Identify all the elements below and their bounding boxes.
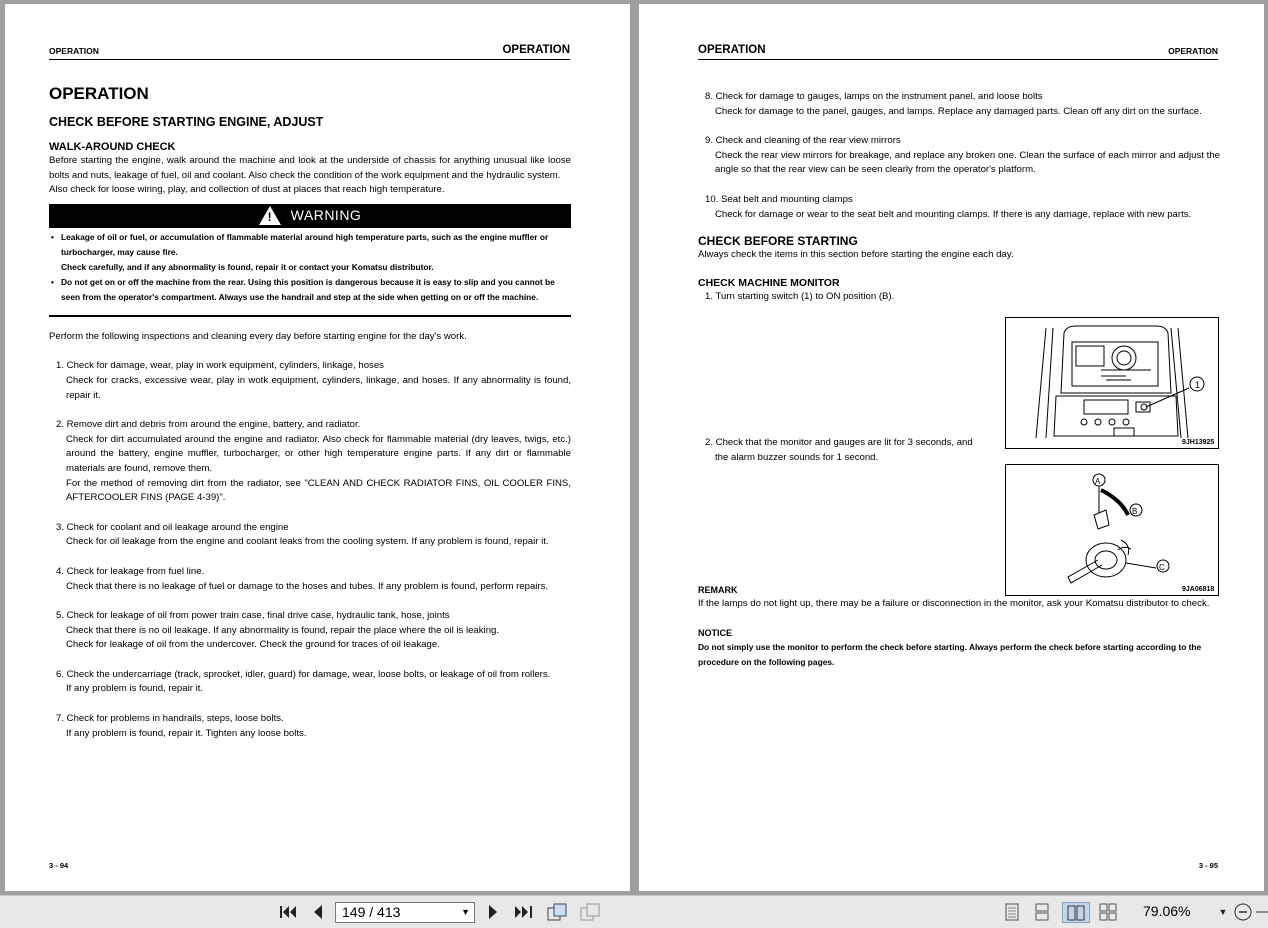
list-item-title: 2. Remove dirt and debris from around the engine, battery, and radiator.	[56, 419, 361, 431]
list-item-title: 5. Check for leakage of oil from power train case, final drive case, hydraulic tank, hose, joints	[56, 610, 450, 622]
next-page-icon	[487, 904, 499, 920]
continuous-view-button[interactable]	[1032, 903, 1052, 921]
page-rotate-icon	[546, 903, 568, 921]
list-item	[49, 418, 571, 506]
first-page-icon	[279, 904, 297, 920]
remark-title: REMARK	[698, 584, 738, 595]
list-item	[698, 90, 1220, 119]
warning-banner	[49, 204, 571, 228]
chevron-down-icon: ▼	[1218, 907, 1228, 917]
pdf-page-left	[5, 4, 630, 891]
warning-bullet-continuation: Check carefully, and if any abnormality is found, repair it or contact your Komatsu distributor.	[61, 261, 434, 272]
list-item	[49, 609, 571, 653]
slider-track-icon	[1256, 909, 1268, 915]
warning-bullet: • Leakage of oil or fuel, or accumulation of flammable material around high temperature parts, such as the engine muffler or turbocharger, may cause fire.	[49, 230, 571, 260]
header-left-label: OPERATION	[698, 44, 766, 56]
list-item-description: Check that there is no oil leakage. If any abnormality is found, repair the place where the oil is leaking.	[66, 624, 500, 636]
list-item-title: 7. Check for problems in handrails, steps, loose bolts.	[56, 713, 284, 725]
list-item	[698, 193, 1220, 222]
page-number: 3 - 95	[1198, 861, 1218, 870]
zoom-slider-track[interactable]	[1256, 903, 1268, 921]
chevron-down-icon: ▼	[461, 907, 470, 917]
first-page-button[interactable]	[278, 903, 298, 921]
zoom-out-button[interactable]	[1233, 903, 1253, 921]
list-item-title: 8. Check for damage to gauges, lamps on the instrument panel, and loose bolts	[705, 91, 1043, 102]
list-item-description: Check for leakage of oil from the undercover. Check the ground for traces of oil leakage.	[66, 639, 440, 651]
monitor-step-2-cont: the alarm buzzer sounds for 1 second.	[715, 451, 879, 463]
monitor-step-2: 2. Check that the monitor and gauges are lit for 3 seconds, and	[705, 437, 973, 449]
section-heading: CHECK BEFORE STARTING	[698, 234, 858, 249]
intro-paragraph-2: Also check for loose wiring, play, and collection of dust at places that reach high temperature.	[49, 184, 445, 196]
facing-pages-icon	[1067, 905, 1085, 921]
section-heading: WALK-AROUND CHECK	[49, 141, 176, 153]
rotate-view-button[interactable]	[545, 903, 569, 921]
list-item	[49, 359, 571, 403]
page-subtitle: CHECK BEFORE STARTING ENGINE, ADJUST	[49, 115, 324, 129]
monitor-step-1: 1. Turn starting switch (1) to ON position (B).	[705, 290, 895, 302]
continuous-facing-icon	[1099, 903, 1117, 921]
list-item-title: 1. Check for damage, wear, play in work equipment, cylinders, linkage, hoses	[56, 360, 384, 372]
list-item-title: 6. Check the undercarriage (track, sprocket, idler, guard) for damage, wear, loose bolts, or leakage of oil from rollers.	[56, 668, 551, 680]
header-right-label: OPERATION	[502, 44, 570, 56]
figure-instrument-panel	[1005, 317, 1219, 449]
page-layout-button[interactable]	[578, 903, 602, 921]
list-item-description: If any problem is found, repair it.	[66, 683, 204, 695]
notice-text: Do not simply use the monitor to perform the check before starting. Always perform the check before starting according to the procedure on the following pages.	[698, 642, 1202, 667]
header-right-label: OPERATION	[1168, 46, 1218, 56]
section-paragraph: Always check the items in this section before starting the engine each day.	[698, 249, 1014, 261]
list-item-title: 3. Check for coolant and oil leakage around the engine	[56, 521, 289, 533]
inspection-list	[49, 359, 571, 741]
warning-body	[49, 228, 571, 317]
list-item-description: Check for damage or wear to the seat belt and mounting clamps. If there is any damage, replace with new parts.	[715, 208, 1192, 220]
list-item-description: Check for oil leakage from the engine and coolant leaks from the cooling system. If any problem is found, repair it.	[66, 536, 549, 548]
page-number: 3 - 94	[49, 861, 69, 870]
list-item	[49, 521, 571, 550]
list-item	[698, 134, 1220, 178]
list-item-title: 4. Check for leakage from fuel line.	[56, 565, 205, 577]
starting-switch-illustration	[1006, 465, 1218, 595]
viewer-toolbar	[0, 895, 1268, 928]
page-layout-icon	[579, 903, 601, 921]
figure-code: 9JH13925	[1182, 439, 1215, 446]
next-page-button[interactable]	[484, 903, 502, 921]
list-item-description: Check for dirt accumulated around the engine and radiator. Also check for flammable material (dry leaves, twigs, etc.) around the battery, engine muffler, turbocharger, or other high temperature engine parts. If any dirt or flammable materials are found, remove them.	[66, 433, 571, 474]
list-item	[49, 668, 571, 697]
list-item	[49, 565, 571, 594]
figure-callout-c: C	[1159, 563, 1165, 572]
list-item-description: If any problem is found, repair it. Tighten any loose bolts.	[66, 727, 307, 739]
notice-title: NOTICE	[698, 627, 733, 638]
list-item-title: 10. Seat belt and mounting clamps	[705, 193, 853, 205]
inspection-list	[698, 90, 1220, 222]
list-item	[49, 712, 571, 741]
list-item-description: Check the rear view mirrors for breakage, and replace any broken one. Clean the surface of each mirror and adjust the angle so that the rear view can be seen clearly from the operator's platform.	[715, 149, 1220, 176]
zoom-level[interactable]: 79.06%	[1143, 903, 1191, 919]
warning-title: WARNING	[290, 207, 362, 224]
instrument-panel-illustration	[1006, 318, 1218, 448]
list-item-description: Check that there is no leakage of fuel or damage to the hoses and tubes. If any problem is found, perform repairs.	[66, 580, 549, 592]
previous-page-icon	[311, 904, 323, 920]
header-left-label: OPERATION	[49, 46, 99, 56]
warning-bullet: • Do not get on or off the machine from the rear. Using this position is dangerous because it is easy to slip and you cannot be seen from the operator's compartment. Always use the handrail and step at the side when getting on or off the machine.	[49, 275, 571, 305]
remark-text: If the lamps do not light up, there may be a failure or disconnection in the monitor, ask your Komatsu distributor to check.	[698, 598, 1210, 610]
perform-paragraph: Perform the following inspections and cleaning every day before starting engine for the day's work.	[49, 330, 467, 342]
list-item-description: For the method of removing dirt from the radiator, see "CLEAN AND CHECK RADIATOR FINS, OIL COOLER FINS, AFTERCOOLER FINS (PAGE 4-39)".	[66, 477, 571, 504]
list-item-description: Check for damage to the panel, gauges, and lamps. Replace any damaged parts. Clean off any dirt on the surface.	[715, 105, 1202, 117]
page-number-selector[interactable]	[335, 902, 475, 923]
page-title: OPERATION	[49, 84, 149, 103]
figure-callout-a: A	[1095, 477, 1101, 486]
continuous-facing-view-button[interactable]	[1097, 903, 1119, 921]
facing-view-button[interactable]	[1062, 902, 1090, 923]
running-header	[698, 42, 1218, 60]
list-item-title: 9. Check and cleaning of the rear view mirrors	[705, 135, 901, 147]
last-page-icon	[514, 904, 534, 920]
last-page-button[interactable]	[513, 903, 535, 921]
figure-callout-b: B	[1132, 507, 1138, 516]
zoom-dropdown-button[interactable]	[1217, 903, 1229, 921]
warning-icon: !	[259, 206, 281, 225]
pdf-page-right	[639, 4, 1264, 891]
figure-starting-switch	[1005, 464, 1219, 596]
figure-code: 9JA06818	[1182, 586, 1215, 593]
running-header	[49, 42, 570, 60]
intro-paragraph: Before starting the engine, walk around the machine and look at the underside of chassis for anything unusual like loose bolts and nuts, leakage of fuel, oil and coolant. Also check the condition of the work equipment and the hydraulic system.	[49, 155, 571, 181]
zoom-out-icon	[1234, 903, 1252, 921]
list-item-description: Check for cracks, excessive wear, play in wotk equipment, cylinders, linkage, and hoses. If any abnormality is found, repair it.	[66, 374, 571, 401]
page-indicator: 149 / 413	[342, 904, 401, 920]
continuous-page-icon	[1035, 903, 1049, 921]
figure-callout-1: 1	[1195, 380, 1201, 390]
subsection-heading: CHECK MACHINE MONITOR	[698, 276, 840, 289]
previous-page-button[interactable]	[308, 903, 326, 921]
page-content	[49, 80, 571, 741]
single-page-view-button[interactable]	[1002, 903, 1022, 921]
single-page-icon	[1005, 903, 1019, 921]
